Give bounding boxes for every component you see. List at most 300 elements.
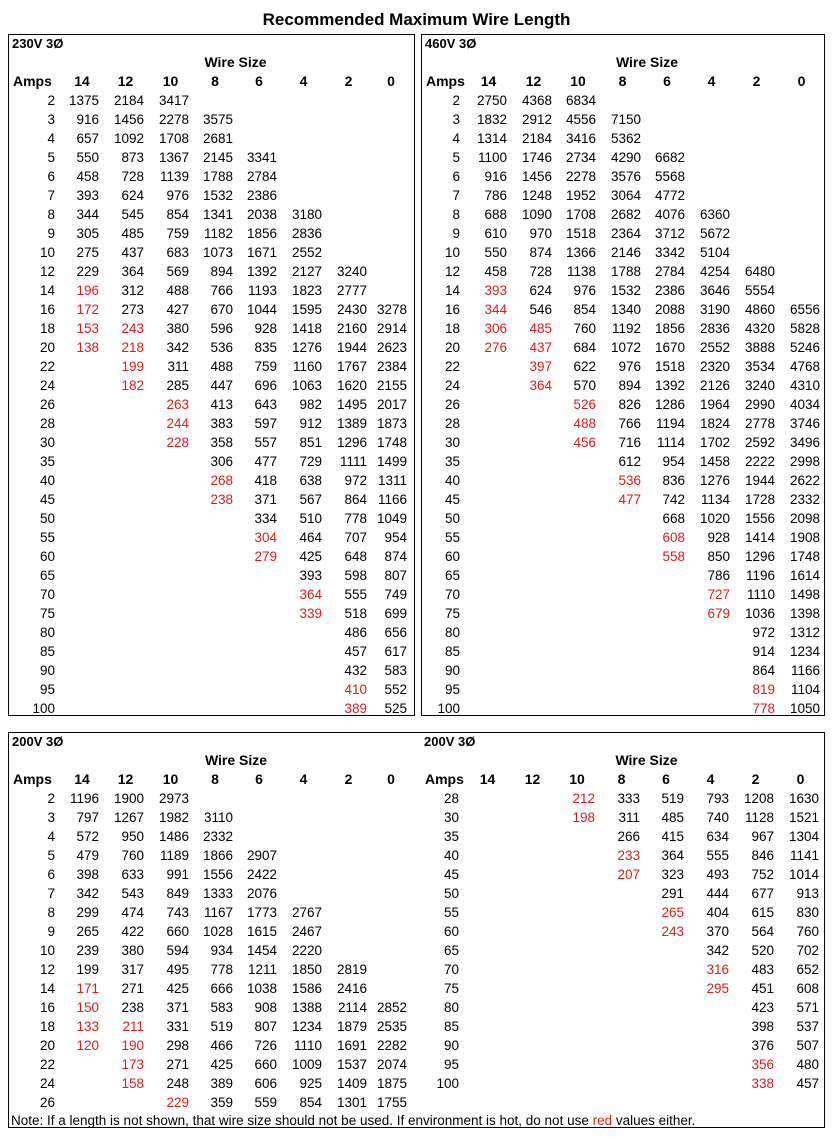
length-cell: 707 <box>344 530 367 545</box>
length-cell: 1728 <box>744 492 775 507</box>
length-cell: 2098 <box>789 511 820 526</box>
length-cell: 1495 <box>336 397 367 412</box>
length-cell: 1296 <box>336 435 367 450</box>
length-cell <box>688 998 733 1017</box>
table-row <box>9 167 411 186</box>
length-cell: 912 <box>299 416 322 431</box>
length-cell: 1856 <box>654 321 685 336</box>
length-cell: 526 <box>573 397 596 412</box>
length-cell <box>103 414 148 433</box>
length-cell <box>734 205 779 224</box>
amps-cell: 28 <box>443 791 459 806</box>
length-cell <box>556 661 600 680</box>
length-cell: 276 <box>484 340 507 355</box>
wire-size-10: 10 <box>569 771 585 787</box>
length-cell: 1072 <box>610 340 641 355</box>
length-cell: 1314 <box>476 131 507 146</box>
length-cell: 316 <box>706 962 729 977</box>
table-row <box>421 960 823 979</box>
length-cell: 759 <box>166 226 189 241</box>
length-cell <box>510 884 555 903</box>
amps-cell: 60 <box>444 549 460 564</box>
wire-size-14: 14 <box>480 73 497 89</box>
length-cell: 5568 <box>654 169 685 184</box>
length-cell <box>466 661 511 680</box>
length-cell <box>326 941 371 960</box>
length-cell <box>371 148 411 167</box>
length-cell: 1875 <box>376 1076 407 1091</box>
length-cell <box>688 1017 733 1036</box>
length-cell <box>466 604 511 623</box>
amps-cell: 75 <box>444 606 460 621</box>
length-cell <box>688 1055 733 1074</box>
length-cell: 2278 <box>565 169 596 184</box>
length-cell <box>556 604 600 623</box>
table-half-right <box>421 733 824 1127</box>
length-cell: 3240 <box>744 378 775 393</box>
length-cell <box>511 661 556 680</box>
amps-cell: 26 <box>39 397 55 412</box>
length-cell: 173 <box>121 1057 144 1072</box>
length-cell <box>556 547 600 566</box>
length-cell: 393 <box>76 188 99 203</box>
panel-title: 200V 3Ø <box>424 734 476 749</box>
length-cell <box>645 661 689 680</box>
length-cell: 3712 <box>654 226 685 241</box>
length-cell: 1044 <box>246 302 277 317</box>
length-cell <box>148 585 193 604</box>
amps-cell: 95 <box>39 682 55 697</box>
length-cell <box>371 865 411 884</box>
length-cell <box>556 509 600 528</box>
length-cell: 1498 <box>789 587 820 602</box>
length-cell <box>465 789 510 808</box>
table-row <box>9 262 411 281</box>
length-cell: 536 <box>618 473 641 488</box>
length-cell: 207 <box>617 867 640 882</box>
wire-size-2: 2 <box>751 771 760 787</box>
length-cell: 596 <box>210 321 233 336</box>
length-cell <box>371 167 411 186</box>
length-cell: 1286 <box>654 397 685 412</box>
length-cell <box>61 699 103 718</box>
length-cell <box>779 243 824 262</box>
length-cell: 2552 <box>291 245 322 260</box>
length-cell <box>61 433 103 452</box>
length-cell: 1312 <box>789 625 820 640</box>
length-cell <box>689 699 734 718</box>
length-cell: 306 <box>484 321 507 336</box>
length-cell: 1900 <box>113 791 144 806</box>
length-cell <box>599 998 644 1017</box>
amps-cell: 20 <box>39 1038 55 1053</box>
length-cell: 474 <box>121 905 144 920</box>
length-cell <box>555 884 599 903</box>
length-cell: 670 <box>210 302 233 317</box>
amps-cell: 45 <box>444 492 460 507</box>
amps-cell: 85 <box>39 644 55 659</box>
length-cell: 2467 <box>291 924 322 939</box>
length-cell: 766 <box>210 283 233 298</box>
length-cell <box>148 528 193 547</box>
table-row <box>421 903 823 922</box>
table-row <box>9 642 411 661</box>
length-cell: 3240 <box>336 264 367 279</box>
table-row <box>422 110 824 129</box>
length-cell <box>61 1093 103 1112</box>
length-cell: 536 <box>210 340 233 355</box>
wire-size-6: 6 <box>255 771 263 787</box>
length-cell: 389 <box>210 1076 233 1091</box>
wire-size-10: 10 <box>162 73 179 89</box>
length-cell <box>466 357 511 376</box>
amps-cell: 35 <box>443 829 459 844</box>
length-cell <box>555 1074 599 1093</box>
length-cell <box>599 960 644 979</box>
table-row <box>9 1093 411 1112</box>
length-cell: 4860 <box>744 302 775 317</box>
length-cell: 304 <box>254 530 277 545</box>
amps-cell: 16 <box>39 302 55 317</box>
amps-cell: 2 <box>47 93 55 108</box>
length-cell <box>326 865 371 884</box>
length-cell <box>689 680 734 699</box>
length-cell <box>779 205 824 224</box>
length-cell <box>371 789 411 808</box>
length-cell <box>326 110 371 129</box>
length-cell: 1160 <box>292 359 322 374</box>
length-cell <box>600 585 645 604</box>
length-cell <box>599 903 644 922</box>
length-cell <box>61 395 103 414</box>
length-cell: 1192 <box>611 321 641 336</box>
length-cell: 728 <box>529 264 552 279</box>
table-row <box>9 960 411 979</box>
table-row <box>422 281 824 300</box>
amps-cell: 24 <box>39 1076 55 1091</box>
length-cell: 2784 <box>654 264 685 279</box>
length-cell: 594 <box>166 943 189 958</box>
length-cell: 199 <box>121 359 144 374</box>
length-cell: 6480 <box>744 264 775 279</box>
length-cell <box>556 642 600 661</box>
amps-header: Amps <box>13 73 52 89</box>
length-cell: 1301 <box>336 1095 367 1110</box>
length-cell <box>465 865 510 884</box>
length-cell: 819 <box>752 682 775 697</box>
length-cell: 464 <box>299 530 322 545</box>
length-cell: 2017 <box>376 397 407 412</box>
amps-cell: 8 <box>47 905 55 920</box>
length-cell <box>281 129 326 148</box>
length-cell: 1090 <box>521 207 552 222</box>
table-row <box>422 509 824 528</box>
table-row <box>422 566 824 585</box>
length-cell <box>511 699 556 718</box>
length-cell: 190 <box>121 1038 144 1053</box>
length-cell: 331 <box>166 1019 189 1034</box>
length-cell <box>371 205 411 224</box>
length-cell: 295 <box>706 981 729 996</box>
length-cell: 271 <box>166 1057 189 1072</box>
length-cell: 1134 <box>700 492 730 507</box>
length-cell: 196 <box>76 283 99 298</box>
length-cell <box>510 903 555 922</box>
table-row <box>9 205 411 224</box>
length-cell: 1189 <box>159 848 189 863</box>
length-cell <box>600 623 645 642</box>
length-cell: 1595 <box>291 302 322 317</box>
length-cell <box>237 604 281 623</box>
length-cell <box>465 1055 510 1074</box>
length-cell: 570 <box>573 378 596 393</box>
length-cell <box>61 414 103 433</box>
length-cell <box>644 941 688 960</box>
length-cell: 3575 <box>202 112 233 127</box>
length-cell: 485 <box>121 226 144 241</box>
length-cell: 740 <box>706 810 729 825</box>
length-cell <box>103 528 148 547</box>
table-row <box>9 129 411 148</box>
length-cell <box>326 789 371 808</box>
length-cell <box>148 471 193 490</box>
wire-size-header: Wire Size <box>204 54 267 70</box>
table-row <box>422 528 824 547</box>
length-cell: 2623 <box>376 340 407 355</box>
length-cell <box>371 243 411 262</box>
length-cell <box>465 846 510 865</box>
length-cell: 1234 <box>291 1019 322 1034</box>
length-cell <box>61 604 103 623</box>
length-cell: 243 <box>121 321 144 336</box>
length-cell: 864 <box>344 492 367 507</box>
length-cell: 228 <box>166 435 189 450</box>
length-cell <box>689 148 734 167</box>
length-cell: 1521 <box>788 810 819 825</box>
length-cell: 634 <box>706 829 729 844</box>
length-cell: 1755 <box>376 1095 407 1110</box>
table-row <box>422 547 824 566</box>
amps-cell: 8 <box>47 207 55 222</box>
length-cell: 1049 <box>376 511 407 526</box>
length-cell: 425 <box>299 549 322 564</box>
length-cell <box>193 623 237 642</box>
wire-size-12: 12 <box>524 771 541 787</box>
amps-header: Amps <box>426 73 465 89</box>
length-cell: 312 <box>121 283 144 298</box>
length-cell: 477 <box>618 492 641 507</box>
wire-size-12: 12 <box>525 73 542 89</box>
length-cell: 447 <box>210 378 233 393</box>
amps-cell: 26 <box>39 1095 55 1110</box>
amps-cell: 5 <box>47 150 55 165</box>
length-cell: 950 <box>121 829 144 844</box>
length-cell: 198 <box>572 810 595 825</box>
length-cell <box>600 680 645 699</box>
length-cell: 688 <box>484 207 507 222</box>
length-cell: 2222 <box>744 454 775 469</box>
length-cell: 364 <box>299 587 322 602</box>
length-cell <box>237 827 281 846</box>
table-row <box>422 338 824 357</box>
amps-cell: 8 <box>452 207 460 222</box>
length-cell: 826 <box>618 397 641 412</box>
length-cell: 778 <box>210 962 233 977</box>
length-cell: 850 <box>707 549 730 564</box>
length-cell: 334 <box>254 511 277 526</box>
length-cell <box>645 699 689 718</box>
amps-cell: 6 <box>47 169 55 184</box>
length-cell: 2430 <box>336 302 367 317</box>
length-cell: 4772 <box>654 188 685 203</box>
length-cell: 342 <box>166 340 189 355</box>
panel-title: 230V 3Ø <box>12 36 64 51</box>
length-cell <box>511 490 556 509</box>
length-cell: 552 <box>384 682 407 697</box>
length-cell: 248 <box>166 1076 189 1091</box>
length-cell <box>599 922 644 941</box>
length-cell: 766 <box>618 416 641 431</box>
length-cell: 323 <box>661 867 684 882</box>
length-cell <box>148 680 193 699</box>
table-row <box>422 91 824 110</box>
length-cell: 851 <box>299 435 322 450</box>
length-cell: 422 <box>121 924 144 939</box>
length-cell <box>600 604 645 623</box>
length-cell: 543 <box>121 886 144 901</box>
length-cell: 344 <box>484 302 507 317</box>
length-cell <box>600 509 645 528</box>
amps-cell: 55 <box>39 530 55 545</box>
length-cell <box>148 452 193 471</box>
length-cell: 2907 <box>246 848 277 863</box>
amps-cell: 95 <box>444 682 460 697</box>
length-cell: 364 <box>529 378 552 393</box>
amps-cell: 12 <box>444 264 460 279</box>
length-cell: 1866 <box>202 848 233 863</box>
length-cell <box>466 376 511 395</box>
length-cell: 928 <box>254 321 277 336</box>
length-cell: 271 <box>121 981 144 996</box>
amps-cell: 65 <box>443 943 459 958</box>
length-cell: 1139 <box>159 169 189 184</box>
header-row <box>9 770 411 789</box>
length-cell <box>466 395 511 414</box>
wire-size-6: 6 <box>663 73 671 89</box>
amps-cell: 22 <box>39 1057 55 1072</box>
length-cell: 1454 <box>246 943 277 958</box>
amps-cell: 10 <box>444 245 460 260</box>
length-cell <box>555 998 599 1017</box>
length-cell: 519 <box>661 791 684 806</box>
length-cell: 404 <box>706 905 729 920</box>
table-row <box>421 808 823 827</box>
amps-cell: 65 <box>39 568 55 583</box>
amps-cell: 22 <box>444 359 460 374</box>
length-cell: 1518 <box>654 359 685 374</box>
length-cell <box>555 1017 599 1036</box>
length-cell <box>281 846 326 865</box>
wire-size-header: Wire Size <box>615 752 678 768</box>
length-cell <box>281 167 326 186</box>
amps-cell: 35 <box>39 454 55 469</box>
length-cell <box>688 1036 733 1055</box>
length-cell: 1670 <box>654 340 685 355</box>
length-cell: 485 <box>529 321 552 336</box>
amps-cell: 4 <box>47 131 55 146</box>
length-cell: 571 <box>796 1000 819 1015</box>
length-cell: 380 <box>166 321 189 336</box>
length-cell: 451 <box>751 981 774 996</box>
amps-cell: 55 <box>443 905 459 920</box>
length-cell <box>103 642 148 661</box>
table-row <box>422 167 824 186</box>
length-cell: 1708 <box>565 207 596 222</box>
length-cell: 1166 <box>790 663 820 678</box>
amps-cell: 9 <box>47 226 55 241</box>
length-cell <box>689 623 734 642</box>
wire-size-4: 4 <box>299 771 308 787</box>
table-panel-200v <box>8 732 825 1128</box>
length-cell <box>600 699 645 718</box>
length-cell: 3746 <box>789 416 820 431</box>
length-cell: 371 <box>254 492 277 507</box>
header-row <box>9 72 411 91</box>
length-cell <box>103 509 148 528</box>
length-cell: 458 <box>484 264 507 279</box>
table-row <box>421 789 823 808</box>
amps-cell: 50 <box>39 511 55 526</box>
length-cell: 982 <box>299 397 322 412</box>
table-row <box>422 395 824 414</box>
table-row <box>9 1074 411 1093</box>
length-cell: 4320 <box>744 321 775 336</box>
length-cell: 437 <box>121 245 144 260</box>
length-cell: 934 <box>210 943 233 958</box>
length-cell: 480 <box>796 1057 819 1072</box>
length-cell: 2278 <box>158 112 189 127</box>
length-cell <box>779 129 824 148</box>
table-row <box>422 414 824 433</box>
length-cell <box>556 680 600 699</box>
length-cell: 158 <box>121 1076 144 1091</box>
length-cell: 572 <box>76 829 99 844</box>
amps-header: Amps <box>425 771 464 787</box>
length-cell: 752 <box>751 867 774 882</box>
length-cell: 493 <box>706 867 729 882</box>
table-row <box>421 884 823 903</box>
length-cell <box>103 1093 148 1112</box>
length-cell <box>326 205 371 224</box>
table-row <box>421 941 823 960</box>
amps-cell: 90 <box>39 663 55 678</box>
wire-size-2: 2 <box>344 73 353 89</box>
length-cell <box>689 129 734 148</box>
table-row <box>422 262 824 281</box>
length-cell: 333 <box>617 791 640 806</box>
length-cell <box>237 110 281 129</box>
length-cell: 456 <box>573 435 596 450</box>
length-cell: 830 <box>796 905 819 920</box>
length-cell <box>644 1074 688 1093</box>
length-cell <box>779 186 824 205</box>
amps-cell: 24 <box>39 378 55 393</box>
length-cell <box>510 1074 555 1093</box>
length-cell: 567 <box>299 492 322 507</box>
length-cell: 2914 <box>376 321 407 336</box>
length-cell: 138 <box>76 340 99 355</box>
length-cell: 477 <box>254 454 277 469</box>
